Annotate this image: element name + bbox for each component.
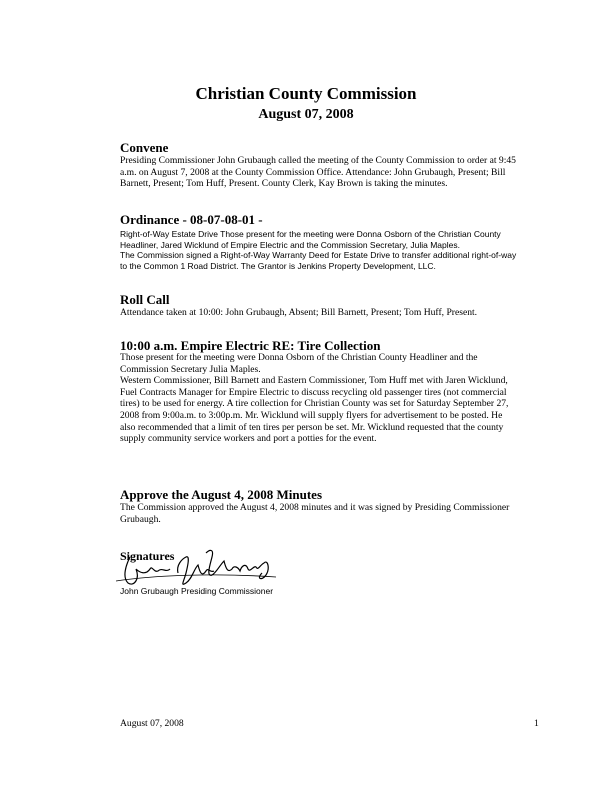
section-body-roll-call [120,307,520,319]
signatures-label: Signatures [120,549,175,563]
document-title: Christian County Commission [195,84,417,103]
section-heading-empire-electric: 10:00 a.m. Empire Electric RE: Tire Collection [120,338,381,353]
section-heading-roll-call: Roll Call [120,292,170,307]
paragraph: Western Commissioner, Bill Barnett and Eastern Commissioner, Tom Huff met with Jaren Wicklund, Fuel Contracts Manager for Empire Electric to discuss recycling old passenger tires (not commercial tires) to be used for energy. A tire collection for Christian County was set for Saturday September 27, 2008 from 9:00a.m. to 3:00p.m. Mr. Wicklund will supply flyers for advertisement to be posted. He also recommended that a limit of ten tires per person be set. Mr. Wicklund requested that the county supply community service workers and port a potties for the event. [120,375,509,445]
footer-date: August 07, 2008 [120,718,184,729]
page-number: 1 [534,718,539,729]
document-date: August 07, 2008 [258,107,354,122]
paragraph: Presiding Commissioner John Grubaugh called the meeting of the County Commission to order at 9:45 a.m. on August 7, 2008 at the County Commission Office. Attendance: John Grubaugh, Present; Bill Barnett, Present; Tom Huff, Present. County Clerk, Kay Brown is taking the minutes. [120,155,516,190]
section-body-convene [120,155,520,190]
section-body-ordinance [120,229,520,271]
paragraph: Attendance taken at 10:00: John Grubaugh, Absent; Bill Barnett, Present; Tom Huff, Present. [120,307,478,318]
section-body-approve-minutes [120,502,520,525]
section-body-empire-electric [120,352,520,445]
paragraph: Right-of-Way Estate Drive Those present for the meeting were Donna Osborn of the Christian County Headliner, Jared Wicklund of Empire Electric and the Commission Secretary, Julia Maples. [120,229,501,250]
section-heading-approve-minutes: Approve the August 4, 2008 Minutes [120,487,323,502]
paragraph: The Commission approved the August 4, 2008 minutes and it was signed by Presiding Commissioner Grubaugh. [120,502,510,525]
section-heading-ordinance: Ordinance - 08-07-08-01 - [120,212,263,227]
paragraph: Those present for the meeting were Donna Osborn of the Christian County Headliner and the Commission Secretary Julia Maples. [120,352,478,375]
signer-name: John Grubaugh Presiding Commissioner [120,586,274,596]
section-heading-convene: Convene [120,140,169,155]
paragraph: The Commission signed a Right-of-Way Warranty Deed for Estate Drive to transfer additional right-of-way to the Common 1 Road District. The Grantor is Jenkins Property Development, LLC. [120,250,517,271]
